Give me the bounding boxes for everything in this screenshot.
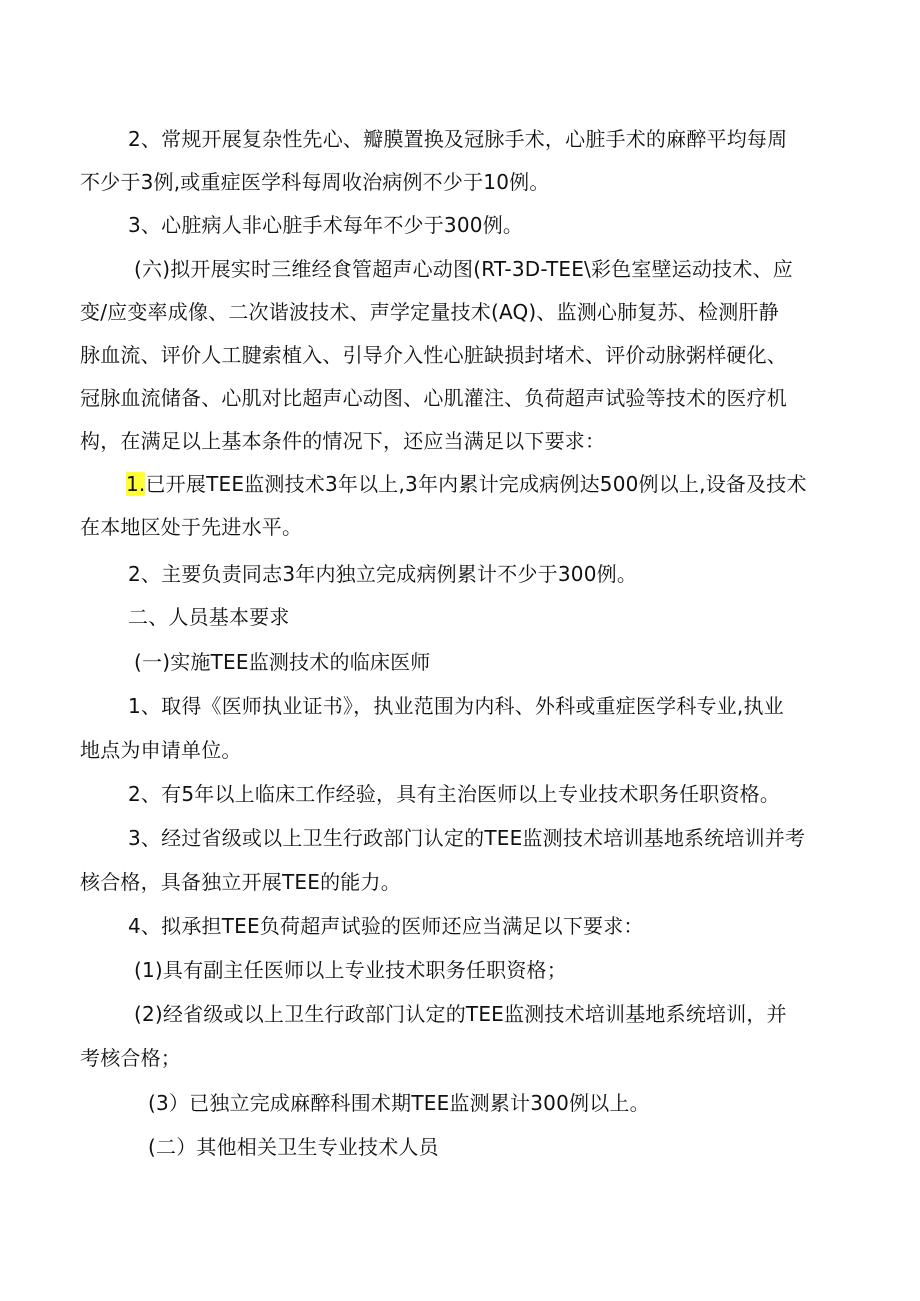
paragraph-line-2: 不少于3例,或重症医学科每周收治病例不少于10例。 xyxy=(80,170,550,194)
paragraph-line-10: 在本地区处于先进水平。 xyxy=(80,515,303,539)
paragraph-line-14: 1、取得《医师执业证书》，执业范围为内科、外科或重症医学科专业,执业 xyxy=(128,694,784,718)
subsection-heading-other-staff: (二）其他相关卫生专业技术人员 xyxy=(148,1135,439,1159)
paragraph-line-1: 2、常规开展复杂性先心、瓣膜置换及冠脉手术，心脏手术的麻醉平均每周 xyxy=(128,127,788,151)
paragraph-line-6: 脉血流、评价人工腱索植入、引导介入性心脏缺损封堵术、评价动脉粥样硬化、 xyxy=(80,343,787,367)
section-heading-personnel: 二、人员基本要求 xyxy=(128,605,290,629)
paragraph-line-8: 构，在满足以上基本条件的情况下，还应当满足以下要求： xyxy=(80,429,606,453)
paragraph-line-5: 变/应变率成像、二次谐波技术、声学定量技术(AQ)、监测心肺复苏、检测肝静 xyxy=(80,300,779,324)
paragraph-line-17: 3、经过省级或以上卫生行政部门认定的TEE监测技术培训基地系统培训并考 xyxy=(128,826,806,850)
paragraph-line-21: (2)经省级或以上卫生行政部门认定的TEE监测技术培训基地系统培训，并 xyxy=(134,1002,787,1026)
paragraph-line-3: 3、心脏病人非心脏手术每年不少于300例。 xyxy=(128,213,524,237)
paragraph-line-11: 2、主要负责同志3年内独立完成病例累计不少于300例。 xyxy=(128,562,638,586)
highlighted-number: 1. xyxy=(126,472,146,496)
paragraph-line-9-text: 已开展TEE监测技术3年以上,3年内累计完成病例达500例以上,设备及技术 xyxy=(145,472,807,496)
paragraph-line-23: (3）已独立完成麻醉科围术期TEE监测累计300例以上。 xyxy=(148,1091,650,1115)
paragraph-line-22: 考核合格； xyxy=(80,1046,181,1070)
paragraph-line-16: 2、有5年以上临床工作经验，具有主治医师以上专业技术职务任职资格。 xyxy=(128,782,781,806)
paragraph-line-18: 核合格，具备独立开展TEE的能力。 xyxy=(80,870,401,894)
paragraph-line-15: 地点为申请单位。 xyxy=(80,738,242,762)
paragraph-line-7: 冠脉血流储备、心肌对比超声心动图、心肌灌注、负荷超声试验等技术的医疗机 xyxy=(80,386,787,410)
paragraph-line-4: (六)拟开展实时三维经食管超声心动图(RT-3D-TEE\彩色室壁运动技术、应 xyxy=(134,257,793,281)
paragraph-line-9 xyxy=(126,470,807,498)
subsection-heading-physicians: (一)实施TEE监测技术的临床医师 xyxy=(134,650,431,674)
paragraph-line-20: (1)具有副主任医师以上专业技术职务任职资格； xyxy=(134,958,567,982)
paragraph-line-19: 4、拟承担TEE负荷超声试验的医师还应当满足以下要求： xyxy=(128,914,644,938)
